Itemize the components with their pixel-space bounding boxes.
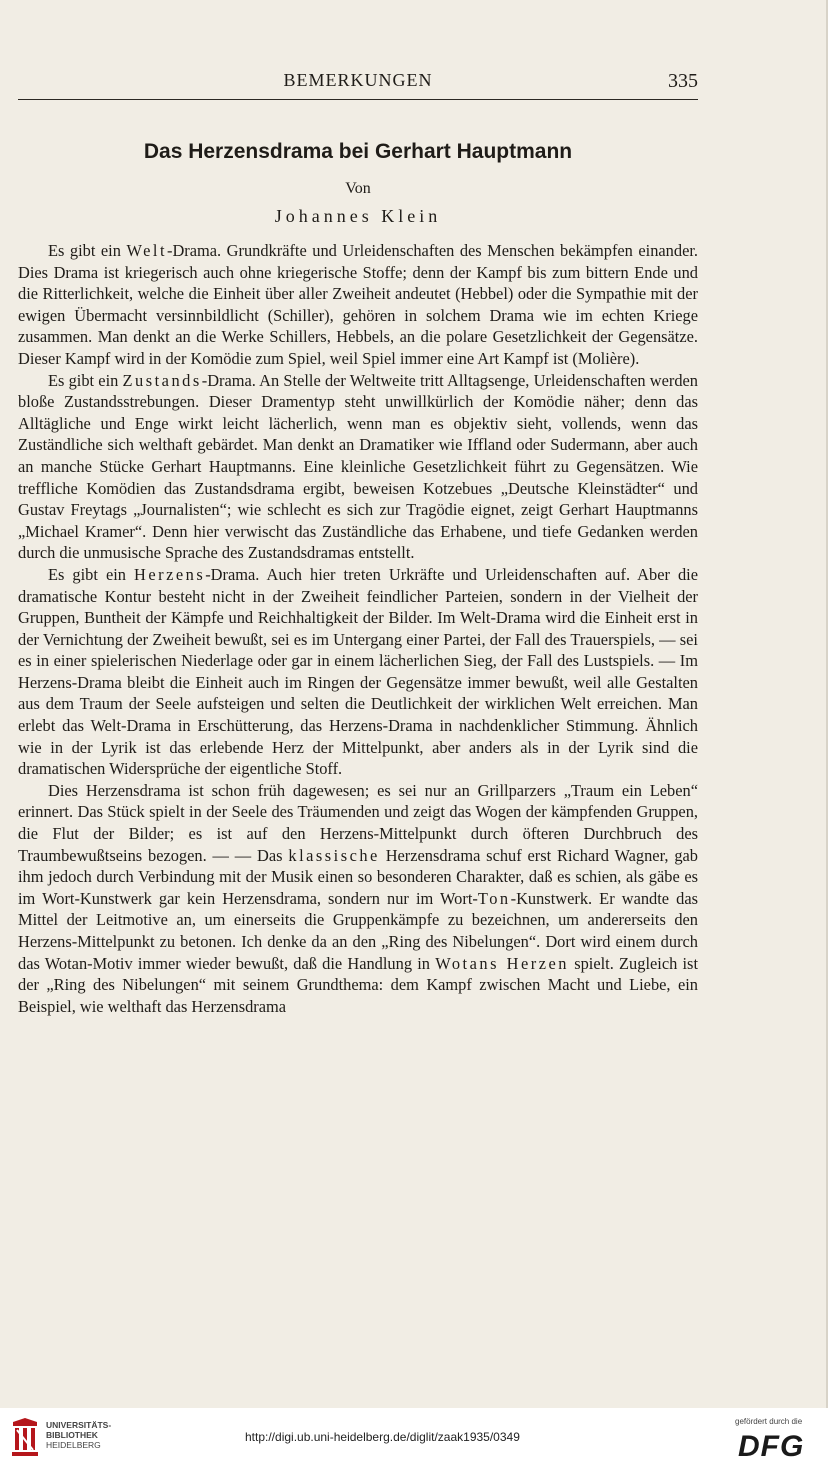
byline-prefix: Von [345,180,371,197]
paragraph-text: -Drama. Grundkräfte und Urleidenschaften des Menschen bekämpfen einander. Dies Drama ist kriegerisch auch ohne kriegerische Stoffe; denn der Kampf bis zum bittern Ende und die Ritterlichkeit, welche die Einheit über aller Zweiheit andeutet (Hebbel) oder die Sympathie mit der ewigen Übermacht versinnbildlicht (Schiller), gehören in solchem Drama wie im echten Kriege zusammen. Man denkt an die Werke Schillers, Hebbels, an die polare Gesetzlichkeit der Gegensätze. Dieser Kampf wird in der Komödie zum Spiel, weil Spiel immer eine Art Kampf ist (Molière). [18,241,698,368]
paragraph-text: spielt. Zugleich ist der „Ring des Nibelungen“ mit seinem Grundthema: dem Kampf zwischen Macht und Liebe, ein Beispiel, wie welthaft das Herzensdrama [18,953,698,1016]
article-title: Das Herzensdrama bei Gerhart Hauptmann [143,140,573,163]
paragraph [18,780,698,1018]
spaced-emphasis: Ton [477,888,511,908]
paragraph-text: -Kunstwerk. Er wandte das Mittel der Leitmotive an, um einerseits die Gruppenkämpfe zu bezeichnen, um andererseits den Herzens-Mittelpunkt zu betonen. Ich denke da an den „Ring des Nibelungen“. Dort wird einem durch das Wotan-Motiv immer wieder bewußt, daß die Handlung in [18,888,698,973]
running-head [18,68,698,96]
funding-note: gefördert durch die [735,1417,803,1426]
spaced-emphasis: klassische [288,845,380,865]
spaced-emphasis: Wotans Herzen [435,953,569,973]
paragraph-text: Es gibt ein [48,241,127,260]
author-name: Johannes Klein [274,206,442,226]
running-title: BEMERKUNGEN [283,70,433,90]
spaced-emphasis: Welt [126,241,167,260]
university-library-logo-icon [9,1416,41,1460]
dfg-logo: DFG [738,1430,805,1463]
paragraph [18,370,698,564]
permalink-url[interactable]: http://digi.ub.uni-heidelberg.de/diglit/zaak1935/0349 [245,1430,520,1444]
library-line: BIBLIOTHEK [46,1430,98,1440]
paragraph-text: Es gibt ein [48,370,123,390]
paragraph-text: -Drama. Auch hier treten Urkräfte und Urleidenschaften auf. Aber die dramatische Kontur besteht nicht in der Zweiheit feindlicher Parteien, sondern in der Vielheit der Gruppen, Buntheit der Kämpfe und Reichhaltigkeit der Bilder. Im Welt-Drama wird die Einheit erst in der Vernichtung der Zweiheit bewußt, sei es im Untergang einer Partei, der Fall des Trauerspiels, — sei es in einer spielerischen Niederlage oder gar in einem lächerlichen Sieg, der Fall des Lustspiels. — Im Herzens-Drama bleibt die Einheit auch im Ringen der Gegensätze immer bewußt, weil alle Gestalten aus dem Traum der Seele aufsteigen und selten die Deutlichkeit der wirklichen Welt erreichen. Man erlebt das Welt-Drama in Erschütterung, das Herzens-Drama in nachdenklicher Stimmung. Ähnlich wie in der Lyrik ist das erlebende Herz der Mittelpunkt, aber anders als in der Lyrik sind die dramatischen Widersprüche der eigentliche Stoff. [18,564,698,779]
paragraph-text: Herzensdrama schuf erst Richard Wagner, gab ihm jedoch durch Verbindung mit der Musik einen so besonderen Charakter, daß es schien, als gäbe es im Wort-Kunstwerk gar kein Herzensdrama, sondern nur im Wort- [18,845,698,908]
paragraph-text: Dies Herzensdrama ist schon früh dagewesen; es sei nur an Grillparzers „Traum ein Leben“ erinnert. Das Stück spielt in der Seele des Träumenden und zeigt das Wogen der kämpfenden Gruppen, die Flut der Bilder; es ist auf den Herzens-Mittelpunkt durch öfteren Durchbruch des Traumbewußtseins bezogen. — — Das [18,780,698,865]
paragraph [18,564,698,780]
library-line: UNIVERSITÄTS- [46,1420,112,1430]
paragraph-text: -Drama. An Stelle der Weltweite tritt Alltagsenge, Urleidenschaften werden bloße Zustandsstrebungen. Dieser Dramentyp steht unwillkürlich der Komödie näher; denn das Alltägliche und Enge wirkt leicht lächerlich, wenn man es objektiv sieht, vollends, wenn das Zuständliche sich welthaft gebärdet. Man denkt an Dramatiker wie Iffland oder Sudermann, aber auch an manche Stücke Gerhart Hauptmanns. Eine kleinliche Gesetzlichkeit führt zu Gegensätzen. Wie treffliche Komödien das Zustandsdrama ergibt, beweisen Kotzebues „Deutsche Kleinstädter“ und Gustav Freytags „Journalisten“; wie schlecht es sich zur Tragödie eignet, zeigt Gerhart Hauptmanns „Michael Kramer“. Denn hier verwischt das Zuständliche das Erhabene, und tiefe Gedanken werden durch die unmusische Sprache des Zustandsdramas entstellt. [18,370,698,563]
paragraph-text: Es gibt ein [48,564,135,584]
library-line: HEIDELBERG [46,1440,101,1450]
paragraph [18,240,698,370]
header-rule [18,99,698,100]
article-body [18,240,698,1017]
library-name [46,1420,111,1450]
footer-bar [0,1408,830,1469]
spaced-emphasis: Herzens [134,564,206,584]
spaced-emphasis: Zustands [122,370,202,390]
page-number: 335 [668,70,698,92]
